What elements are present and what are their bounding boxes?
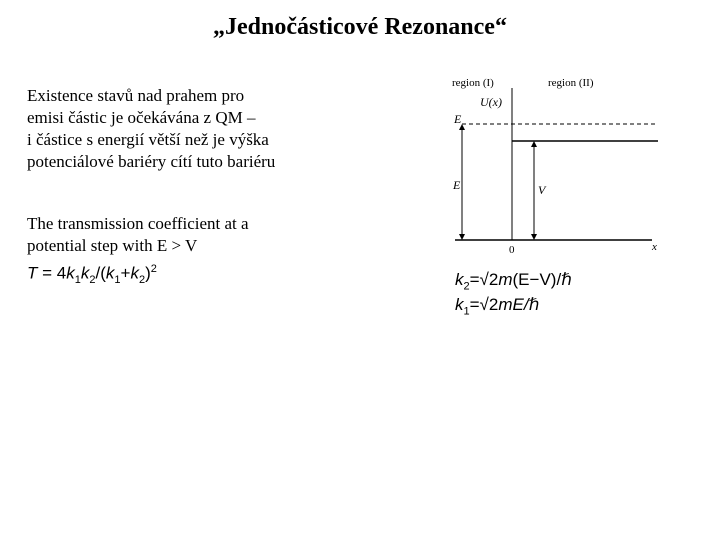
region-1-label: region (I) xyxy=(452,77,494,89)
czech-line-4: potenciálové bariéry cítí tuto bariéru xyxy=(27,152,276,171)
barrier-height-label: V xyxy=(538,183,546,197)
origin-label: 0 xyxy=(509,244,515,256)
page-title: „Jednočásticové Rezonance“ xyxy=(213,14,507,40)
region-2-label: region (II) xyxy=(548,77,594,89)
potential-step-diagram xyxy=(440,68,665,258)
energy-arrow-head-down xyxy=(459,234,465,240)
english-paragraph xyxy=(27,213,249,257)
k1-formula: $k_1=√2mE/\hbar$ xyxy=(455,295,540,318)
k2-formula: $k_2=√2m(E-V)/\hbar$ xyxy=(455,270,572,293)
czech-line-2: emisi částic je očekávána z QM – xyxy=(27,108,256,127)
transmission-formula: $T = 4k_1k_2/(k_1+k_2)^2$ xyxy=(27,263,157,287)
energy-label-top: E xyxy=(454,112,462,126)
czech-paragraph xyxy=(27,85,275,173)
x-axis-label: x xyxy=(652,241,657,253)
english-line-2: potential step with E > V xyxy=(27,236,198,255)
english-line-1: The transmission coefficient at a xyxy=(27,214,249,233)
czech-line-1: Existence stavů nad prahem pro xyxy=(27,86,245,105)
barrier-arrow-head-up xyxy=(531,141,537,147)
energy-label-mid: E xyxy=(453,178,461,192)
potential-label: U(x) xyxy=(480,95,502,109)
barrier-arrow-head-down xyxy=(531,234,537,240)
czech-line-3: i částice s energií větší než je výška xyxy=(27,130,269,149)
